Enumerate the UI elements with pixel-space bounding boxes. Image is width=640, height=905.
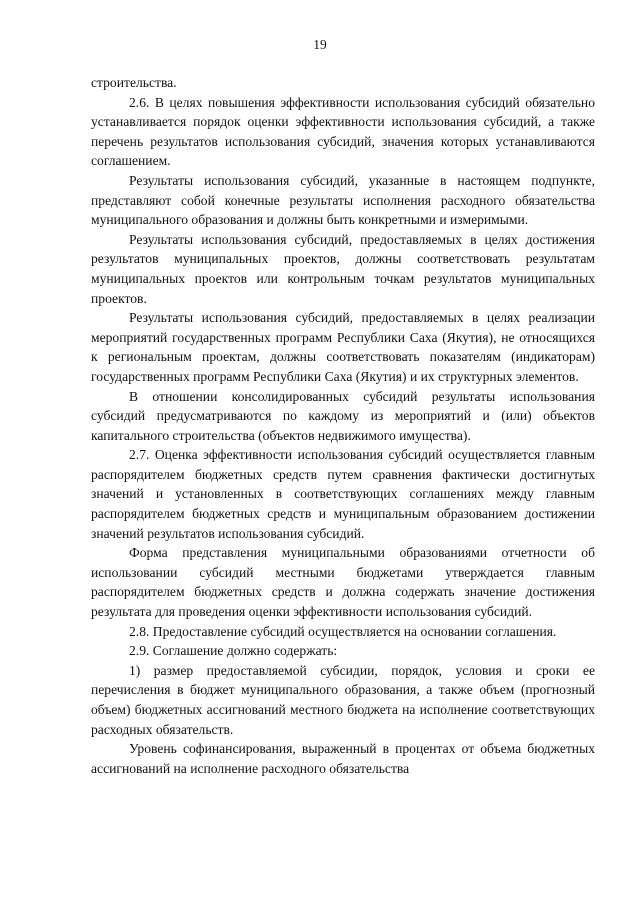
paragraph-item-1: 1) размер предоставляемой субсидии, порядок, условия и сроки ее перечисления в бюджет муниципального образования, а также объем (прогнозный объем) бюджетных ассигнований местного бюджета на исполнение соответствующих расходных обязательств. — [91, 662, 595, 737]
paragraph-2-7: 2.7. Оценка эффективности использования субсидий осуществляется главным распорядителем бюджетных средств путем сравнения фактически достигнутых значений и установленных в соответствующих соглашениях между главным распорядителем бюджетных средств и муниципальным образованием достижении значений результатов использования субсидий. — [91, 447, 595, 541]
page-number: 19 — [313, 37, 327, 52]
paragraph-state-programs: Результаты использования субсидий, предоставляемых в целях реализации мероприятий государственных программ Республики Саха (Якутия), не относящихся к региональным проектам, должны соответствовать показателям (индикаторам) государственных программ Республики Саха (Якутия) и их структурных элементов. — [91, 310, 595, 384]
paragraph-consolidated-subsidies: В отношении консолидированных субсидий результаты использования субсидий предусматриваются по каждому из мероприятий и (или) объектов капитального строительства (объектов недвижимого имущества). — [91, 388, 595, 443]
paragraph-municipal-projects: Результаты использования субсидий, предоставляемых в целях достижения результатов муниципальных проектов, должны соответствовать результатам муниципальных проектов или контрольным точкам результатов муниципальных проектов. — [91, 231, 595, 306]
document-body — [91, 73, 595, 778]
paragraph-cofinancing-level: Уровень софинансирования, выраженный в процентах от объема бюджетных ассигнований на исполнение расходного обязательства — [91, 741, 595, 776]
paragraph-results-definition: Результаты использования субсидий, указанные в настоящем подпункте, представляют собой конечные результаты исполнения расходного обязательства муниципального образования и должны быть конкретными и измеримыми. — [91, 172, 595, 228]
paragraph-2-9: 2.9. Соглашение должно содержать: — [129, 643, 338, 659]
paragraph-reporting-form: Форма представления муниципальными образованиями отчетности об использовании субсидий местными бюджетами утверждается главным распорядителем бюджетных средств и должна содержать значение достижения результата для проведения оценки эффективности использования субсидий. — [91, 545, 595, 620]
paragraph-2-8: 2.8. Предоставление субсидий осуществляется на основании соглашения. — [129, 623, 557, 639]
paragraph-continuation: строительства. — [91, 75, 177, 90]
paragraph-2-6: 2.6. В целях повышения эффективности использования субсидий обязательно устанавливается порядок оценки эффективности использования субсидий, а также перечень результатов использования субсидий, значения которых устанавливаются соглашением. — [91, 94, 595, 169]
